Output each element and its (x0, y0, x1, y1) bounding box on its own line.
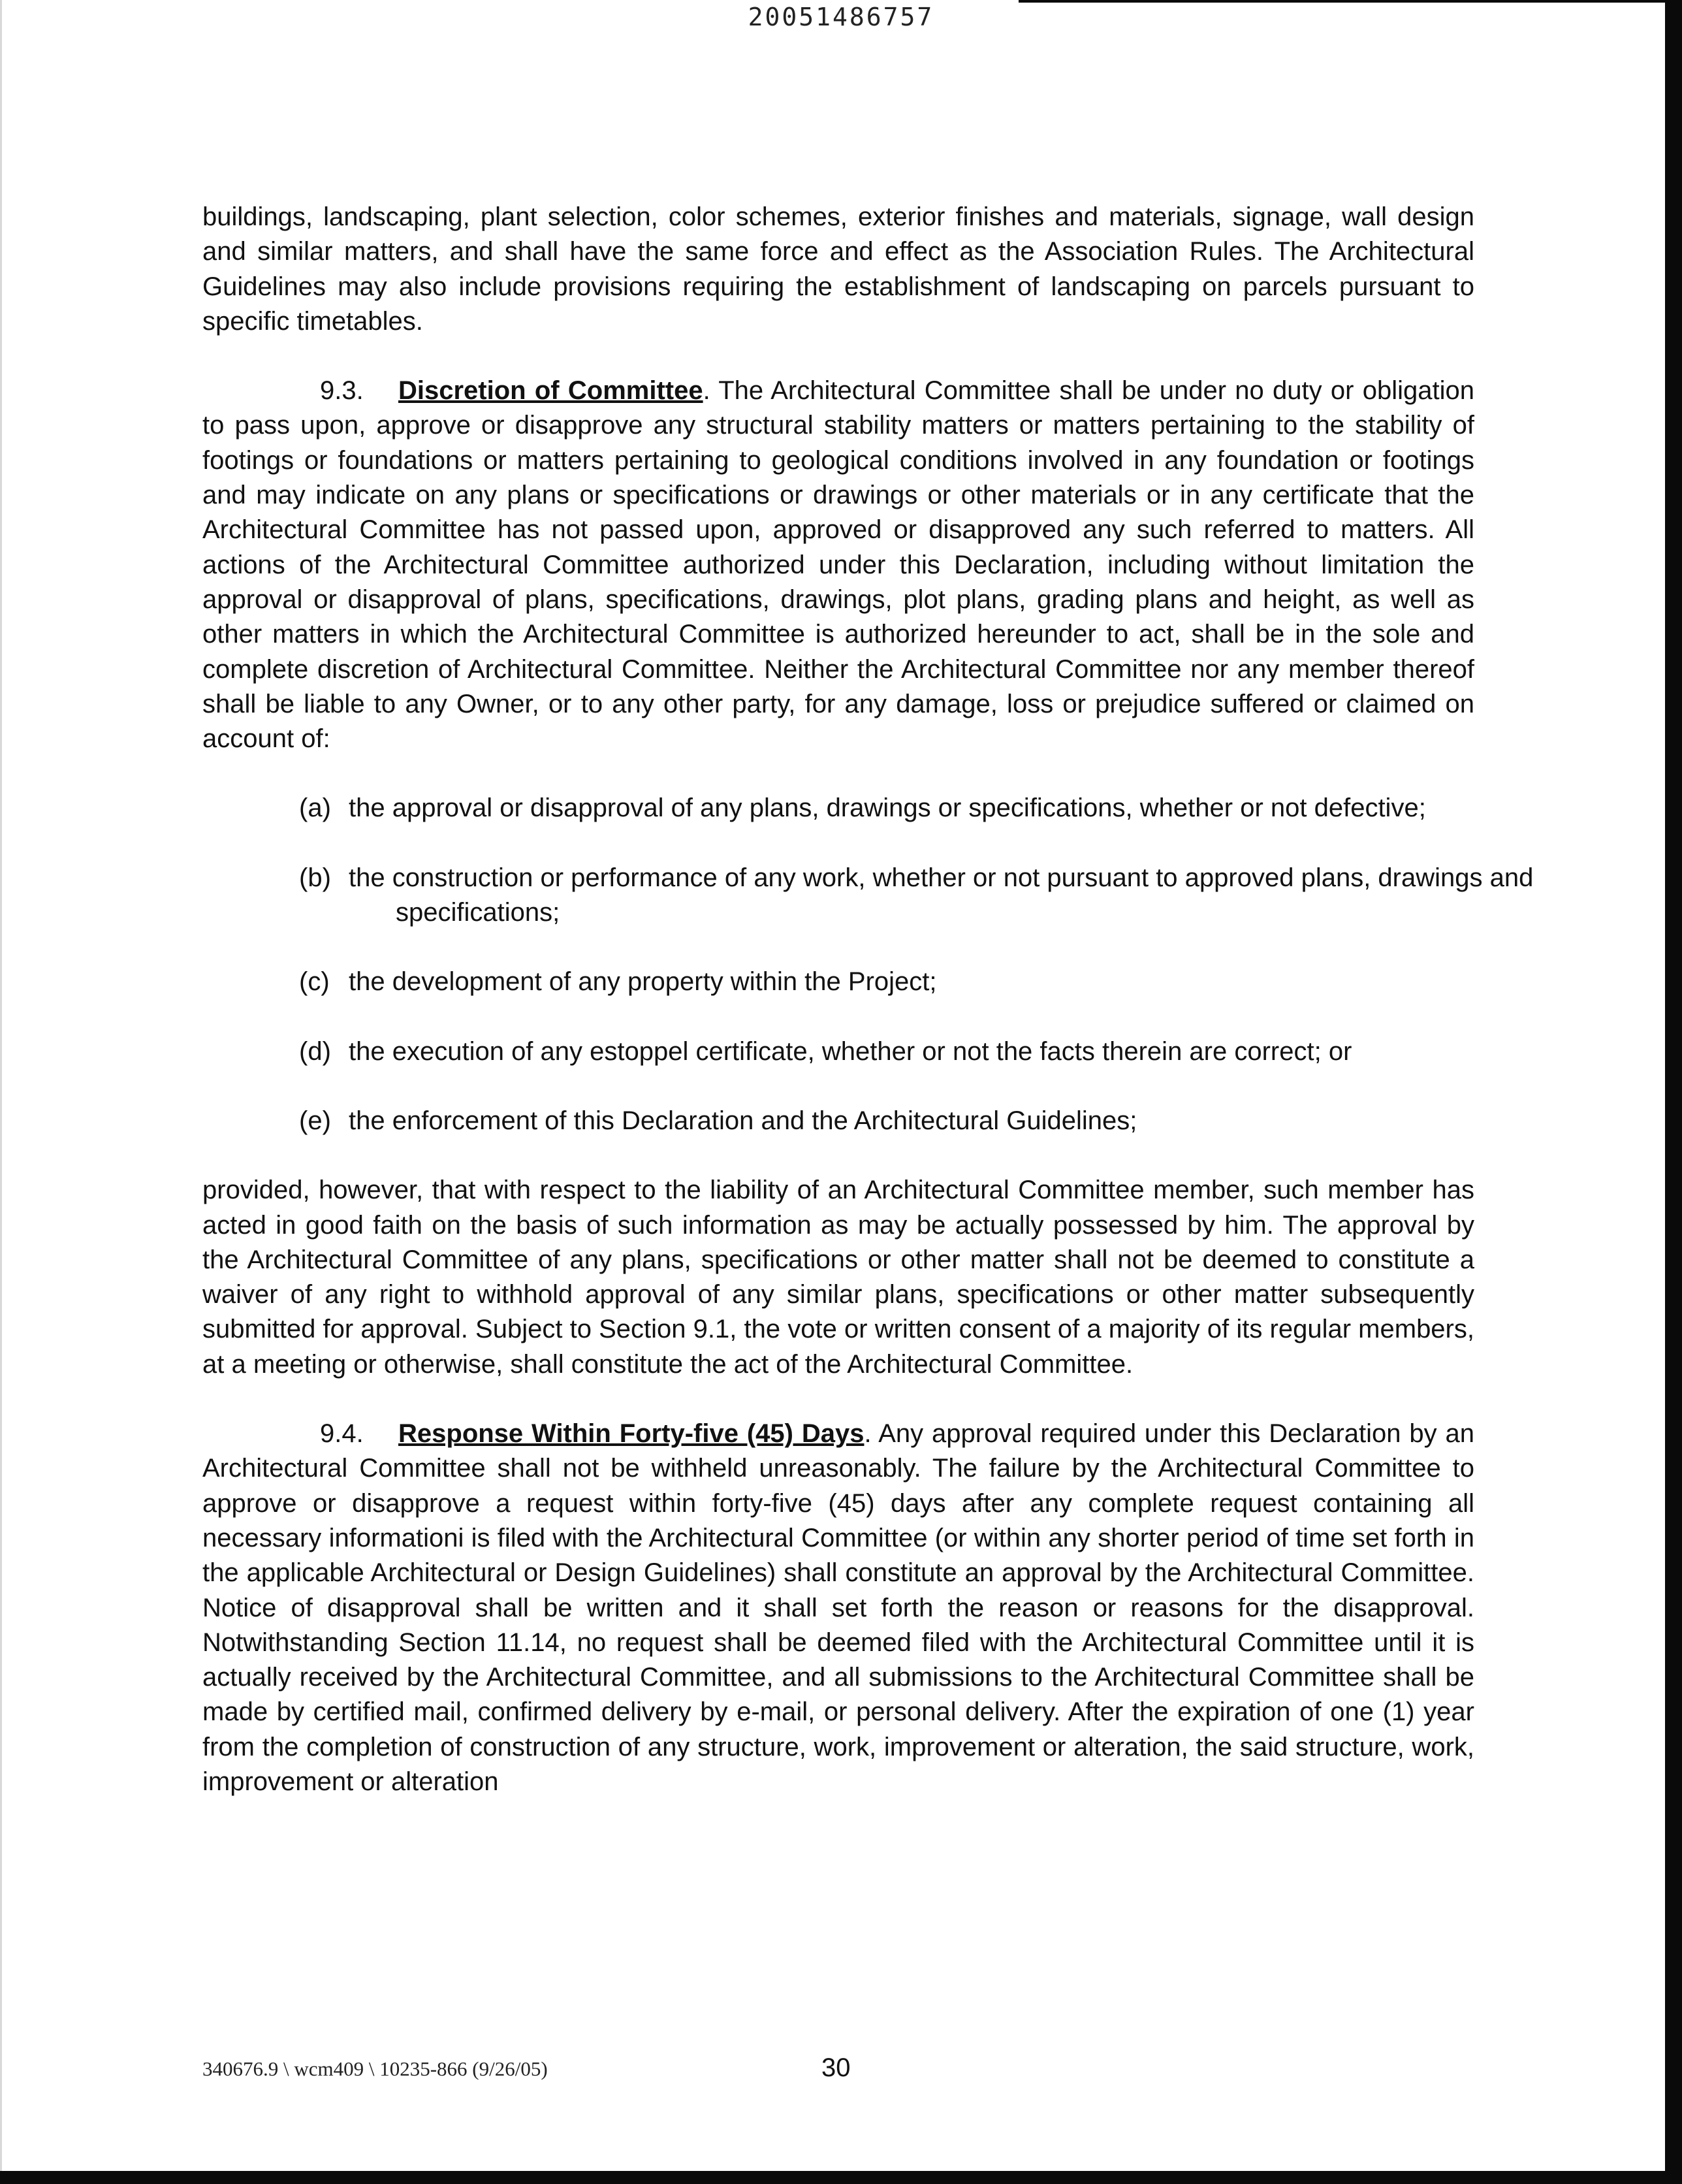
section-text: . Any approval required under this Declaration by an Architectural Committee shall not be withheld unreasonably. The failure by the Architectural Committee to approve or disapprove a request within forty-five (45) days after any complete request containing all necessary informationi is filed with the Architectural Committee (or within any shorter period of time set forth in the applicable Architectural or Design Guidelines) shall constitute an approval by the Architectural Committee. Notice of disapproval shall be written and it shall set forth the reason or reasons for the disapproval. Notwithstanding Section 11.14, no request shall be deemed filed with the Architectural Committee until it is actually received by the Architectural Committee, and all submissions to the Architectural Committee shall be made by certified mail, confirmed delivery by e-mail, or personal delivery. After the expiration of one (1) year from the completion of construction of any structure, work, improvement or alteration, the said structure, work, improvement or alteration (202, 1419, 1474, 1796)
section-number: 9.4. (320, 1419, 364, 1449)
list-item-text: the construction or performance of any work, whether or not pursuant to approved plans, drawings and specifications; (349, 863, 1534, 927)
document-number: 20051486757 (748, 3, 934, 31)
list-marker: (c) (299, 967, 330, 997)
list-item-text: the enforcement of this Declaration and the Architectural Guidelines; (349, 1106, 1137, 1135)
section-number: 9.3. (320, 376, 364, 406)
list-item-text: the execution of any estoppel certificate, whether or not the facts therein are correct; or (349, 1036, 1352, 1066)
document-body (202, 200, 1534, 1834)
footer-reference: 340676.9 \ wcm409 \ 10235-866 (9/26/05) (202, 2057, 548, 2080)
scan-border-right (1665, 0, 1682, 2184)
section-9-4 (202, 1417, 1474, 1799)
page-number: 30 (821, 2053, 851, 2082)
intro-paragraph: buildings, landscaping, plant selection, color schemes, exterior finishes and materials, signage, wall design and similar matters, and shall have the same force and effect as the Association Rules. The Architectural Guidelines may also include provisions requiring the establishment of landscaping on parcels pursuant to specific timetables. (202, 202, 1474, 336)
list-marker: (e) (299, 1106, 331, 1135)
list-item (299, 861, 1571, 931)
proviso-paragraph: provided, however, that with respect to the liability of an Architectural Committee member, such member has acted in good faith on the basis of such information as may be actually possessed by him. The approval by the Architectural Committee of any plans, specifications or other matter shall not be deemed to constitute a waiver of any right to withhold approval of any similar plans, specifications or other matter subsequently submitted for approval. Subject to Section 9.1, the vote or written consent of a majority of its regular members, at a meeting or otherwise, shall constitute the act of the Architectural Committee. (202, 1176, 1474, 1379)
list-item (299, 1035, 1571, 1069)
scan-border-bottom (0, 2171, 1682, 2184)
list-item (299, 1104, 1571, 1138)
list-item-text: the development of any property within the Project; (349, 967, 937, 997)
section-title: Discretion of Committee (398, 376, 703, 406)
list-item (299, 965, 1571, 999)
list-item-text: the approval or disapproval of any plans, drawings or specifications, whether or not defective; (349, 794, 1426, 823)
liability-list (202, 791, 1534, 1138)
list-marker: (d) (299, 1036, 331, 1066)
section-9-3 (202, 374, 1474, 756)
section-title: Response Within Forty-five (45) Days (398, 1419, 865, 1449)
list-marker: (a) (299, 794, 331, 823)
list-item (299, 791, 1571, 826)
scan-edge (0, 0, 2, 2184)
section-text: . The Architectural Committee shall be under no duty or obligation to pass upon, approve or disapprove any structural stability matters or matters pertaining to the stability of footings or foundations or matters pertaining to geological conditions involved in any foundation or footings and may indicate on any plans or specifications or drawings or other materials or in any certificate that the Architectural Committee has not passed upon, approved or disapproved any such referred to matters. All actions of the Architectural Committee authorized under this Declaration, including without limitation the approval or disapproval of plans, specifications, drawings, plot plans, grading plans and height, as well as other matters in which the Architectural Committee is authorized hereunder to act, shall be in the sole and complete discretion of Architectural Committee. Neither the Architectural Committee nor any member thereof shall be liable to any Owner, or to any other party, for any damage, loss or prejudice suffered or claimed on account of: (202, 376, 1474, 754)
list-marker: (b) (299, 863, 331, 892)
